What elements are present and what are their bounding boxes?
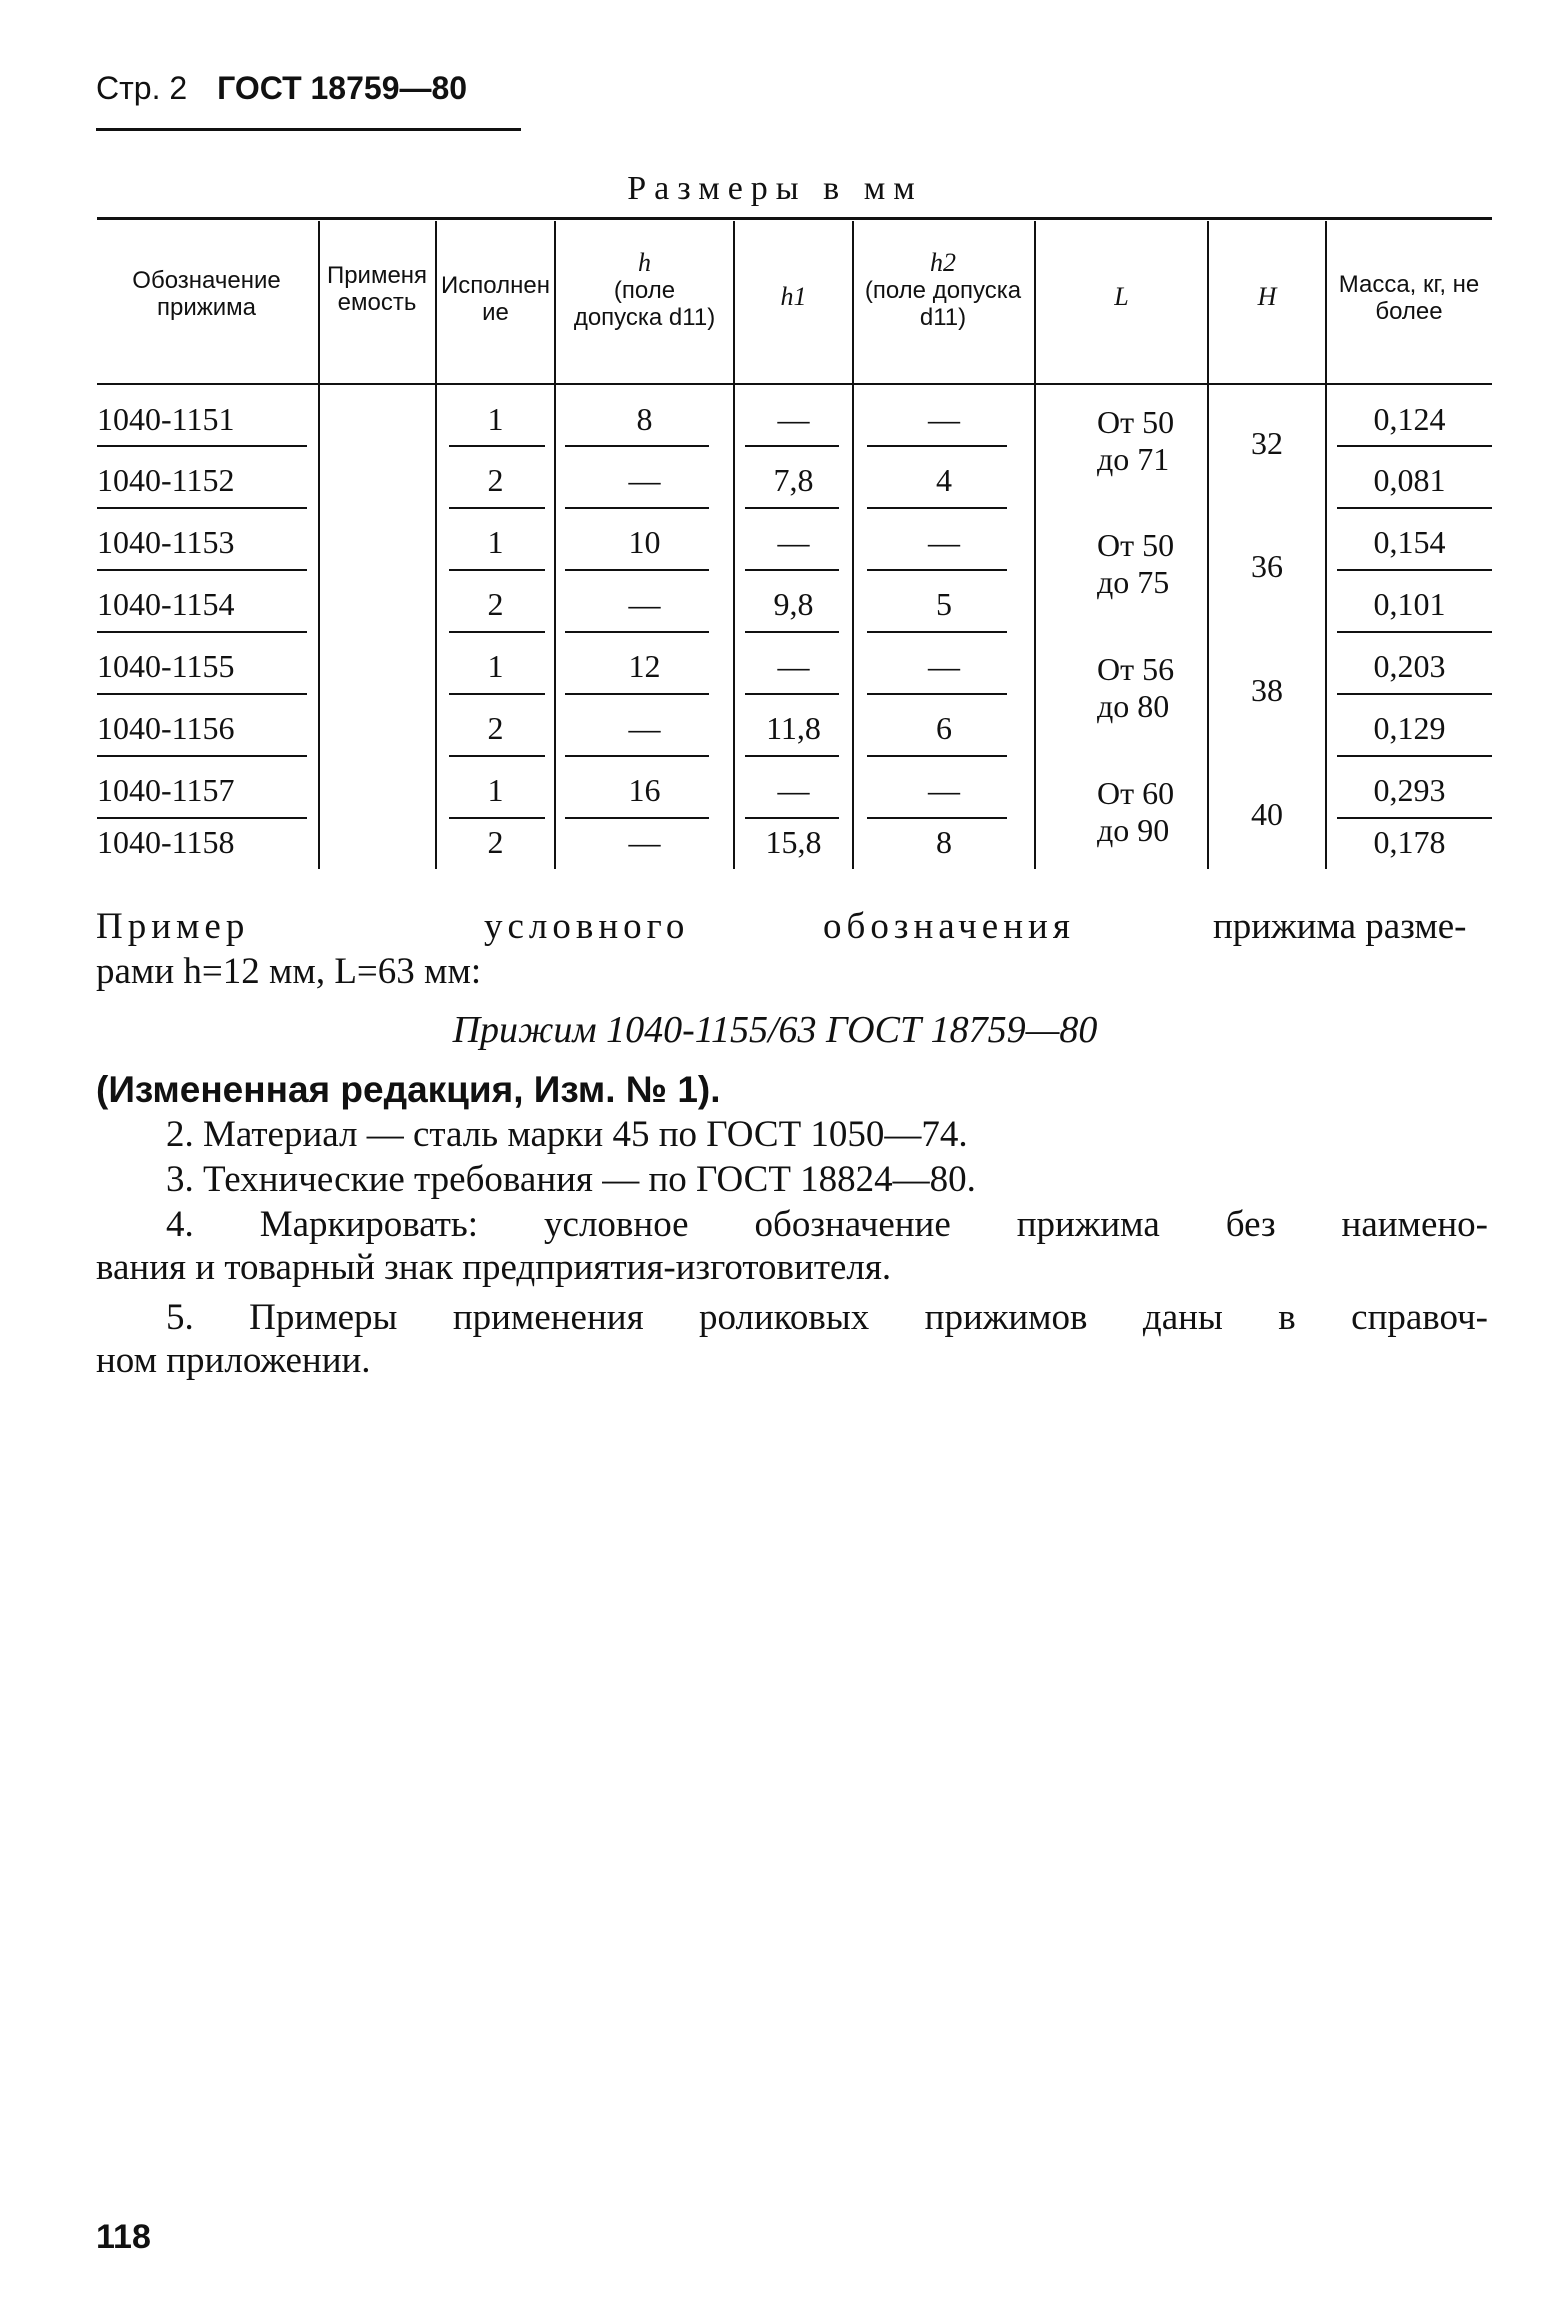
row-rule	[565, 693, 709, 695]
col-divider	[1207, 221, 1209, 869]
table-header-rule	[97, 383, 1492, 385]
cell-h: 16	[628, 772, 661, 808]
row-rule	[565, 569, 709, 571]
item-requirements: 3. Технические требования — по ГОСТ 18824—80.	[166, 1159, 976, 1200]
col-header-applicability: Применяемость	[326, 262, 428, 316]
col-header-h-symbol: h	[638, 248, 651, 277]
cell-h2: —	[928, 648, 960, 684]
standard-number: ГОСТ 18759—80	[217, 70, 468, 106]
cell-L-range	[1097, 775, 1174, 849]
row-rule	[745, 569, 839, 571]
row-rule	[867, 569, 1007, 571]
row-rule	[97, 631, 307, 633]
row-rule	[867, 693, 1007, 695]
row-rule	[867, 755, 1007, 757]
cell-designation: 1040-1153	[97, 524, 235, 560]
cell-h: —	[628, 710, 661, 746]
cell-version: 2	[487, 462, 504, 498]
row-rule	[565, 445, 709, 447]
row-rule	[745, 755, 839, 757]
cell-h2: 4	[936, 462, 952, 498]
row-rule	[867, 817, 1007, 819]
cell-designation: 1040-1151	[97, 401, 235, 437]
row-rule	[97, 755, 307, 757]
cell-L-range	[1097, 651, 1174, 725]
row-rule	[1337, 817, 1492, 819]
item-marking-cont: вания и товарный знак предприятия-изготовителя.	[96, 1247, 892, 1288]
cell-h1: 9,8	[773, 586, 814, 622]
dimensions-table	[97, 217, 1492, 869]
example-designation: Прижим 1040-1155/63 ГОСТ 18759—80	[452, 1009, 1098, 1051]
row-rule	[449, 569, 545, 571]
cell-h: 8	[636, 401, 653, 437]
cell-version: 1	[487, 772, 504, 808]
cell-mass: 0,293	[1373, 772, 1446, 808]
row-rule	[745, 445, 839, 447]
col-header-h2-symbol: h2	[930, 248, 956, 277]
row-rule	[867, 631, 1007, 633]
row-rule	[745, 631, 839, 633]
cell-mass: 0,154	[1373, 524, 1446, 560]
cell-h1: —	[777, 648, 810, 684]
row-rule	[449, 693, 545, 695]
item-examples-cont: ном приложении.	[96, 1340, 371, 1381]
page-label: Стр. 2	[96, 70, 188, 106]
cell-H: 38	[1251, 672, 1283, 708]
cell-H: 40	[1251, 796, 1283, 832]
cell-h: —	[628, 586, 661, 622]
cell-h2: —	[928, 772, 960, 808]
row-rule	[867, 445, 1007, 447]
cell-h1: 11,8	[766, 710, 821, 746]
example-params: рами h=12 мм, L=63 мм:	[96, 951, 482, 992]
row-rule	[745, 507, 839, 509]
cell-mass: 0,129	[1373, 710, 1446, 746]
row-rule	[449, 507, 545, 509]
row-rule	[565, 817, 709, 819]
cell-L-from: От 56	[1097, 651, 1175, 687]
cell-designation: 1040-1152	[97, 462, 235, 498]
change-note: (Измененная редакция, Изм. № 1).	[96, 1069, 721, 1110]
col-header-designation: Обозначение прижима	[132, 267, 281, 321]
row-rule	[97, 445, 307, 447]
row-rule	[867, 507, 1007, 509]
cell-mass: 0,178	[1373, 824, 1446, 860]
cell-designation: 1040-1154	[97, 586, 235, 622]
cell-h: —	[628, 824, 661, 860]
table-top-rule	[97, 217, 1492, 220]
row-rule	[97, 569, 307, 571]
col-header-L: L	[1114, 282, 1129, 311]
item-examples: 5. Примеры применения роликовых прижимов даны в справоч-	[166, 1297, 1488, 1338]
cell-mass: 0,124	[1373, 401, 1446, 437]
cell-L-to: до 71	[1097, 441, 1170, 477]
cell-H: 32	[1251, 425, 1283, 461]
example-word: Пример	[96, 906, 250, 947]
row-rule	[1337, 755, 1492, 757]
cell-mass: 0,081	[1373, 462, 1446, 498]
row-rule	[449, 445, 545, 447]
cell-version: 1	[487, 648, 504, 684]
row-rule	[565, 631, 709, 633]
cell-mass: 0,203	[1373, 648, 1446, 684]
cell-L-from: От 50	[1097, 404, 1175, 440]
cell-L-to: до 80	[1097, 688, 1170, 724]
cell-L-from: От 60	[1097, 775, 1175, 811]
col-header-h	[567, 249, 722, 331]
row-rule	[97, 693, 307, 695]
row-rule	[1337, 569, 1492, 571]
cell-version: 2	[487, 586, 504, 622]
page-number: 118	[96, 2218, 151, 2256]
row-rule	[745, 693, 839, 695]
table-units-caption: Размеры в мм	[627, 170, 923, 207]
example-word: обозначения	[823, 906, 1075, 947]
cell-h1: 15,8	[765, 824, 822, 860]
item-material: 2. Материал — сталь марки 45 по ГОСТ 1050—74.	[166, 1114, 968, 1155]
cell-h1: —	[777, 772, 810, 808]
cell-L-to: до 75	[1097, 564, 1170, 600]
col-header-h2	[863, 249, 1023, 331]
row-rule	[97, 817, 307, 819]
cell-H: 36	[1251, 548, 1283, 584]
row-rule	[1337, 445, 1492, 447]
cell-h1: —	[777, 401, 810, 437]
cell-L-from: От 50	[1097, 527, 1175, 563]
row-rule	[449, 755, 545, 757]
row-rule	[1337, 507, 1492, 509]
cell-version: 2	[487, 824, 504, 860]
col-header-h1: h1	[780, 282, 807, 311]
cell-L-range	[1097, 404, 1174, 478]
cell-h2: 8	[936, 824, 952, 860]
cell-h2: 6	[936, 710, 952, 746]
cell-version: 2	[487, 710, 504, 746]
cell-h: 12	[628, 648, 661, 684]
col-header-mass: Масса, кг, не более	[1338, 271, 1480, 325]
row-rule	[565, 755, 709, 757]
row-rule	[565, 507, 709, 509]
col-header-H: H	[1257, 282, 1277, 311]
row-rule	[1337, 631, 1492, 633]
cell-h: —	[628, 462, 661, 498]
cell-mass: 0,101	[1373, 586, 1446, 622]
running-header	[96, 70, 467, 107]
cell-version: 1	[487, 401, 504, 437]
col-header-h-note: (поле допуска d11)	[573, 277, 716, 331]
cell-designation: 1040-1158	[97, 824, 235, 860]
example-word: прижима разме-	[1213, 906, 1467, 947]
cell-h1: 7,8	[773, 462, 814, 498]
col-divider	[318, 221, 320, 869]
col-header-h2-note: (поле допуска d11)	[864, 277, 1022, 331]
cell-version: 1	[487, 524, 504, 560]
row-rule	[449, 817, 545, 819]
cell-designation: 1040-1155	[97, 648, 235, 684]
cell-L-to: до 90	[1097, 812, 1170, 848]
cell-L-range	[1097, 527, 1174, 601]
cell-designation: 1040-1157	[97, 772, 235, 808]
col-divider	[1034, 221, 1036, 869]
cell-h1: —	[777, 524, 810, 560]
cell-h2: —	[928, 401, 960, 437]
cell-designation: 1040-1156	[97, 710, 235, 746]
row-rule	[745, 817, 839, 819]
cell-h: 10	[628, 524, 661, 560]
header-rule	[96, 128, 521, 131]
row-rule	[1337, 693, 1492, 695]
cell-h2: —	[928, 524, 960, 560]
example-word: условного	[484, 906, 690, 947]
col-header-version: Исполнение	[441, 272, 550, 326]
cell-h2: 5	[936, 586, 952, 622]
row-rule	[449, 631, 545, 633]
row-rule	[97, 507, 307, 509]
item-marking: 4. Маркировать: условное обозначение прижима без наимено-	[166, 1204, 1488, 1245]
